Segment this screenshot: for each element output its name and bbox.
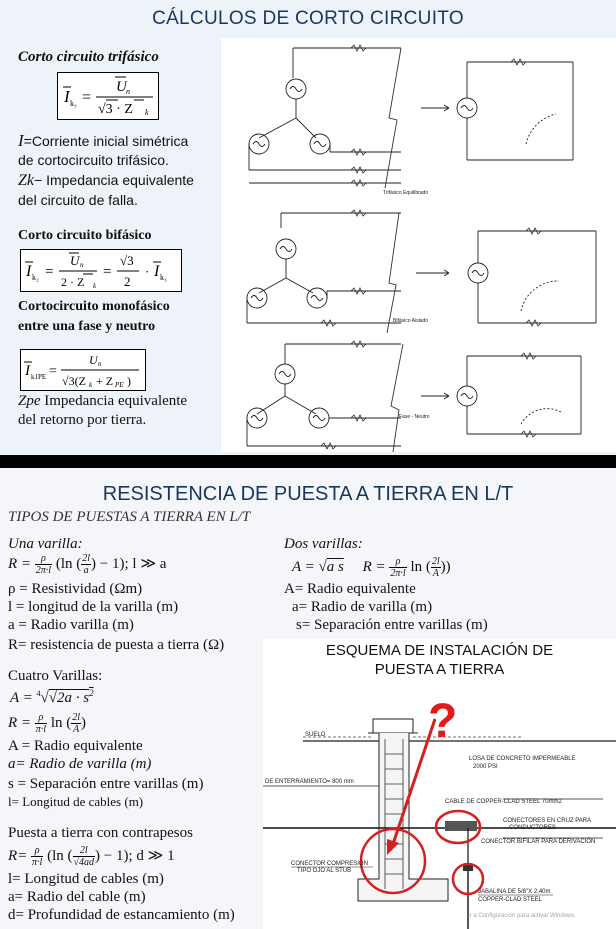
svg-text:n: n: [80, 261, 84, 269]
svg-text:U: U: [70, 253, 80, 268]
slide-separator: [0, 455, 616, 468]
bifasico-diagram: [247, 210, 596, 333]
def-zpe-text: Impedancia equivalente: [40, 393, 188, 409]
dos-varillas-def-2: s= Separación entre varillas (m): [296, 617, 488, 633]
cuatro-varillas-def-1: a= Radio de varilla (m): [8, 756, 152, 772]
svg-text:=: =: [103, 264, 112, 280]
svg-text:k: k: [93, 282, 97, 290]
label-suelo: SUELO: [305, 732, 326, 738]
svg-text:k₃: k₃: [160, 273, 167, 282]
dos-varillas-def-1: a= Radio de varilla (m): [292, 599, 433, 615]
svg-text:I: I: [25, 363, 30, 379]
def-zk-text2: del circuito de falla.: [18, 192, 138, 208]
esquema-title2: PUESTA A TIERRA: [374, 661, 505, 678]
dos-varillas-formula: A = √a s R = $\frac{\rho}{2\pi\cdot l}$ ln ( $\frac{2l}{A}$ )): [292, 556, 451, 579]
svg-text:2 · Z: 2 · Z: [61, 275, 85, 289]
svg-text:+ Z: + Z: [96, 374, 114, 388]
svg-text:U: U: [116, 79, 127, 95]
una-varilla-def-1: l = longitud de la varilla (m): [8, 599, 179, 615]
svg-text:I: I: [64, 87, 70, 106]
svg-text:k1PE: k1PE: [31, 373, 47, 381]
cuatro-varillas-def-0: A = Radio equivalente: [8, 738, 143, 754]
cuatro-varillas-def-3: l= Longitud de cables (m): [8, 794, 144, 809]
una-varilla-def-0: ρ = Resistividad (Ωm): [8, 581, 143, 597]
label-conectores-cruz: CONECTORES EN CRUZ PARA: [503, 818, 592, 824]
bifasico-diagram-label: Bifásico Aislado: [393, 318, 429, 324]
cuatro-varillas-def-2: s = Separación entre varillas (m): [8, 776, 204, 792]
una-varilla-def-2: a = Radio varilla (m): [8, 617, 134, 633]
esquema-panel: [263, 639, 616, 929]
label-psi: 2000 PSI: [473, 764, 498, 770]
monofasico-diagram-label: Fase - Neutro: [399, 414, 430, 420]
def-i-symbol: I: [18, 131, 24, 150]
def-zk-text: − Impedancia equivalente: [34, 172, 194, 188]
svg-text:k: k: [89, 381, 93, 389]
question-mark: ?: [428, 695, 458, 748]
monofasico-formula: [20, 349, 146, 391]
trifasico-diagram: [249, 45, 573, 188]
svg-text:√3: √3: [120, 253, 134, 268]
svg-text:2: 2: [124, 274, 131, 289]
trifasico-diagram-label: Trifásico Equilibrado: [383, 190, 429, 196]
monofasico-heading: Cortocircuito monofásico: [18, 299, 170, 314]
windows-watermark: Ir a Configuración para activar Windows.: [468, 913, 577, 919]
label-losa: LOSA DE CONCRETO IMPERMEABLE: [469, 756, 576, 762]
contrapesos-def-2: d= Profundidad de estancamiento (m): [8, 907, 235, 923]
def-i-text: =Corriente inicial simétrica: [23, 133, 189, 149]
esquema-drawing: [263, 639, 616, 929]
slide1-title: CÁLCULOS DE CORTO CIRCUITO: [152, 8, 464, 29]
monofasico-diagram: [247, 341, 581, 452]
def-zk-symbol: Zk: [18, 172, 34, 189]
esquema-title: ESQUEMA DE INSTALACIÓN DE: [325, 642, 554, 659]
bifasico-heading: Corto circuito bifásico: [18, 228, 152, 243]
bifasico-formula-svg: [21, 250, 181, 291]
contrapesos-formula-tail: ; d ≫ 1: [128, 847, 175, 864]
svg-text:k₂: k₂: [32, 273, 39, 282]
trifasico-heading: Corto circuito trifásico: [18, 49, 159, 65]
svg-text:): ): [127, 374, 131, 388]
svg-text:=: =: [82, 89, 92, 106]
svg-text:k: k: [145, 108, 149, 117]
svg-text:=: =: [49, 364, 57, 379]
cuatro-varillas-heading: Cuatro Varillas:: [8, 668, 103, 684]
svg-text:I: I: [26, 263, 32, 280]
trifasico-formula: [57, 72, 159, 120]
circuit-diagram-panel: [221, 38, 616, 452]
label-conductores: CONDUCTORES: [509, 825, 556, 831]
una-varilla-formula: R = $\frac{\rho}{2\pi\cdot l}$ (ln ( $\frac{2l}{a}$ ) − 1); l ≫ a: [8, 553, 167, 576]
label-conector-bifilar: CONECTOR BIFILAR PARA DERIVACIÓN: [481, 839, 596, 845]
slide2-title: RESISTENCIA DE PUESTA A TIERRA EN L/T: [102, 483, 514, 505]
monofasico-formula-svg: [21, 350, 145, 390]
bifasico-formula: [20, 249, 182, 292]
dos-varillas-def-0: A= Radio equivalente: [284, 581, 416, 597]
contrapesos-formula: R= $\frac{\rho}{\pi\cdot l}$ (ln ( $\frac{2l}{√4ad}$ ) − 1); d ≫ 1: [8, 845, 175, 868]
trifasico-formula-svg: [58, 73, 158, 119]
svg-text:U: U: [89, 353, 98, 367]
contrapesos-def-0: l= Longitud de cables (m): [8, 871, 164, 887]
svg-text:I: I: [154, 263, 160, 280]
monofasico-heading2: entre una fase y neutro: [18, 319, 156, 334]
una-varilla-def-3: R= resistencia de puesta a tierra (Ω): [8, 637, 225, 653]
label-jabalina: JABALINA DE 5/8"X 2,40m: [478, 889, 551, 895]
def-i-text2: de cortocircuito trifásico.: [18, 152, 169, 168]
svg-text:√3 · Z: √3 · Z: [98, 102, 133, 117]
svg-text:=: =: [45, 264, 54, 280]
def-zpe-text2: del retorno por tierra.: [18, 412, 147, 428]
cuatro-varillas-formula-r: R = $\frac{\rho}{\pi\cdot l}$ ln ( $\frac{2l}{A}$ ): [8, 712, 87, 735]
una-varilla-heading: Una varilla:: [8, 536, 83, 552]
label-copper-clad: COPPER-CLAD STEEL: [478, 897, 543, 903]
def-zpe-symbol: Zpe: [18, 393, 41, 409]
label-enterramiento: DE ENTERRAMIENTO= 800 mm: [265, 779, 354, 785]
svg-text:n: n: [98, 360, 102, 368]
slide2-subtitle: TIPOS DE PUESTAS A TIERRA EN L/T: [8, 509, 251, 525]
label-tipo-ojo: TIPO OJO AL STUB: [297, 868, 352, 874]
label-cable: CABLE DE COPPER-CLAD STEEL 70mm2: [445, 799, 562, 805]
svg-text:PE: PE: [115, 381, 124, 389]
cuatro-varillas-formula-a: $A = ^4√√2a \cdot s^2$: [10, 688, 94, 706]
una-varilla-formula-tail: ; l ≫ a: [124, 555, 167, 572]
contrapesos-heading: Puesta a tierra con contrapesos: [8, 825, 193, 841]
label-conector-comp: CONECTOR COMPRESIÓN: [291, 861, 368, 867]
svg-text:n: n: [126, 87, 130, 96]
svg-text:k₃: k₃: [70, 99, 77, 108]
svg-text:·: ·: [145, 264, 150, 279]
circuit-diagrams-svg: [221, 38, 616, 452]
contrapesos-def-1: a= Radio del cable (m): [8, 889, 146, 905]
svg-text:√3(Z: √3(Z: [62, 374, 86, 388]
dos-varillas-heading: Dos varillas:: [284, 536, 363, 552]
